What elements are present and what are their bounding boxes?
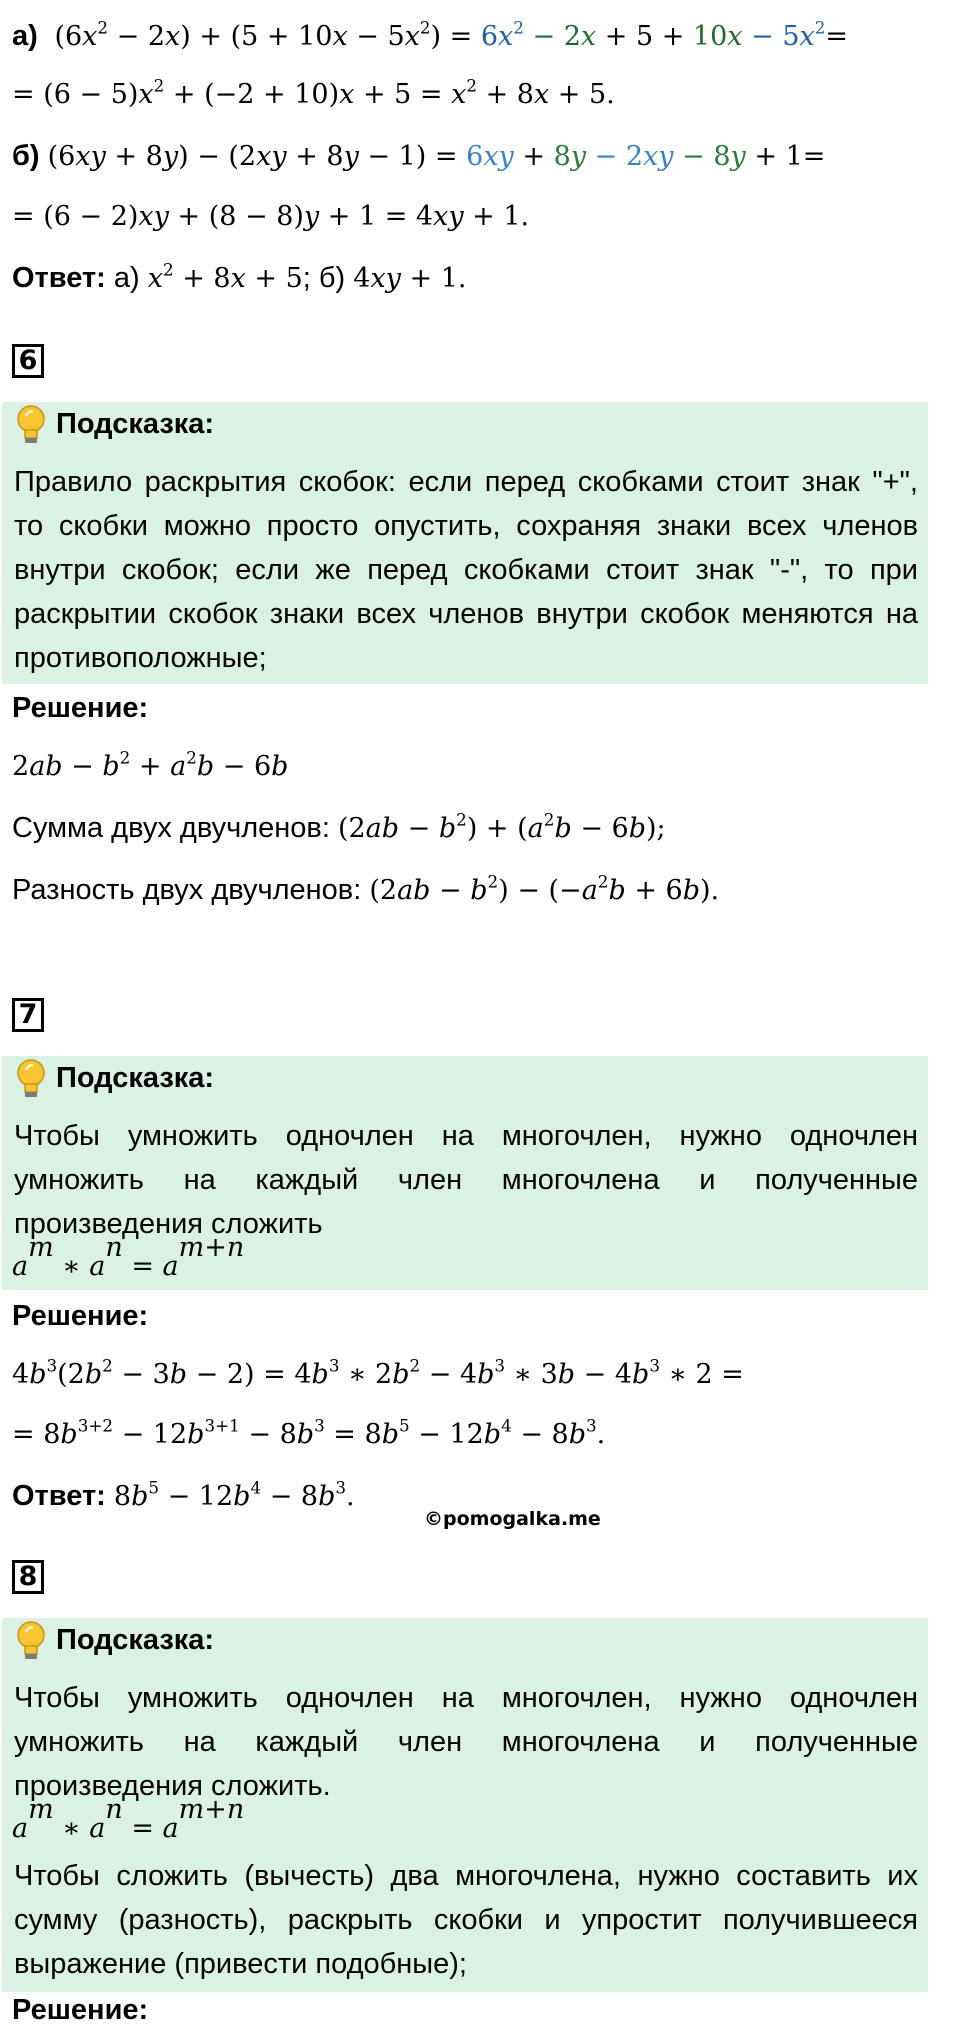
task6-solution-label: Решение: xyxy=(12,692,149,724)
task5-answer-a: а) xyxy=(113,262,140,294)
task6-expression: $2ab - b^2 + a^2b - 6b$ xyxy=(12,747,289,782)
task7-hint-text: Чтобы умножить одночлен на многочлен, нужно одночлен умножить на каждый член многочлена и полученные произведения сложить xyxy=(14,1120,918,1240)
lightbulb-icon xyxy=(14,404,48,446)
lightbulb-icon xyxy=(14,1058,48,1100)
lightbulb-icon xyxy=(14,1620,48,1662)
task7-hint-box xyxy=(2,1056,928,1290)
task5-a-line2: = $(6 - 5)x^2 + (-2 + 10)x + 5 = x^2 + 8x + 5$. xyxy=(12,75,615,110)
task8-hint-title: Подсказка: xyxy=(56,1624,215,1656)
task8-solution-label: Решение: xyxy=(12,1994,149,2026)
task7-solution-label: Решение: xyxy=(12,1300,149,1332)
watermark: ©pomogalka.me xyxy=(424,1508,601,1530)
task5-b-line1: б) (6xy + 8y) − (2xy + 8y − 1) = 6xy + 8y − 2xy − 8y + 1= xyxy=(12,140,826,172)
task5-answer-b: ; б) xyxy=(302,262,346,294)
task8-hint-box xyxy=(2,1618,928,1992)
task6-number: 6 xyxy=(12,344,44,378)
task5-answer: Ответ: а) $x^2 + 8x + 5$; б) 4xy + 1. xyxy=(12,259,467,294)
task5-b-label: б) xyxy=(12,140,40,172)
task5-b-line2: = (6 − 2)xy + (8 − 8)y + 1 = 4xy + 1. xyxy=(12,201,530,232)
task6-diff-label: Разность двух двучленов: xyxy=(12,874,362,906)
task7-solution-line2: = $8b^{3+2} - 12b^{3+1} - 8b^3 = 8b^5 - 12b^4 - 8b^3$. xyxy=(12,1415,606,1450)
task8-hint-text-1: Чтобы умножить одночлен на многочлен, нужно одночлен умножить на каждый член многочлена и полученные произведения сложить. xyxy=(14,1682,918,1802)
task6-sum-label: Сумма двух двучленов: xyxy=(12,812,330,844)
task6-diff: Разность двух двучленов: $(2ab - b^2) - (-a^2b + 6b)$. xyxy=(12,871,720,906)
task8-hint-text-2: Чтобы сложить (вычесть) два многочлена, нужно составить их сумму (разность), раскрыть скобки и упростит получившееся выражение (привести подобные); xyxy=(14,1860,918,1980)
task5-answer-label: Ответ: xyxy=(12,262,106,294)
task5-a-line1: а) $(6x^2 - 2x) + (5 + 10x - 5x^2) = 6x^2 - 2x + 5 + 10x - 5x^2=$ xyxy=(12,17,849,52)
task5-a-label: а) xyxy=(12,20,38,52)
task7-answer: Ответ: $8b^5 - 12b^4 - 8b^3$. xyxy=(12,1477,355,1512)
task7-hint-formula: $a^m$ ∗ $a^n = a^{m+n}$ xyxy=(12,1232,245,1282)
task6-hint-title: Подсказка: xyxy=(56,408,215,440)
task8-number: 8 xyxy=(12,1560,44,1594)
task6-hint-box xyxy=(2,402,928,684)
task7-solution-line1: $4b^3(2b^2 - 3b - 2) = 4b^3$ ∗ $2b^2 - 4b^3$ ∗ $3b - 4b^3$ ∗ 2 = xyxy=(12,1355,744,1390)
task8-hint-formula: $a^m$ ∗ $a^n = a^{m+n}$ xyxy=(12,1794,245,1844)
task6-hint-text: Правило раскрытия скобок: если перед скобками стоит знак "+", то скобки можно просто опустить, сохраняя знаки всех членов внутри скобок; если же перед скобками стоит знак "-", то при раскрытии скобок знаки всех членов внутри скобок меняются на противоположные; xyxy=(14,466,918,674)
task7-number: 7 xyxy=(12,998,44,1032)
task6-sum: Сумма двух двучленов: $(2ab - b^2) + (a^2b - 6b)$; xyxy=(12,809,666,844)
task7-hint-title: Подсказка: xyxy=(56,1062,215,1094)
task7-answer-label: Ответ: xyxy=(12,1480,106,1512)
